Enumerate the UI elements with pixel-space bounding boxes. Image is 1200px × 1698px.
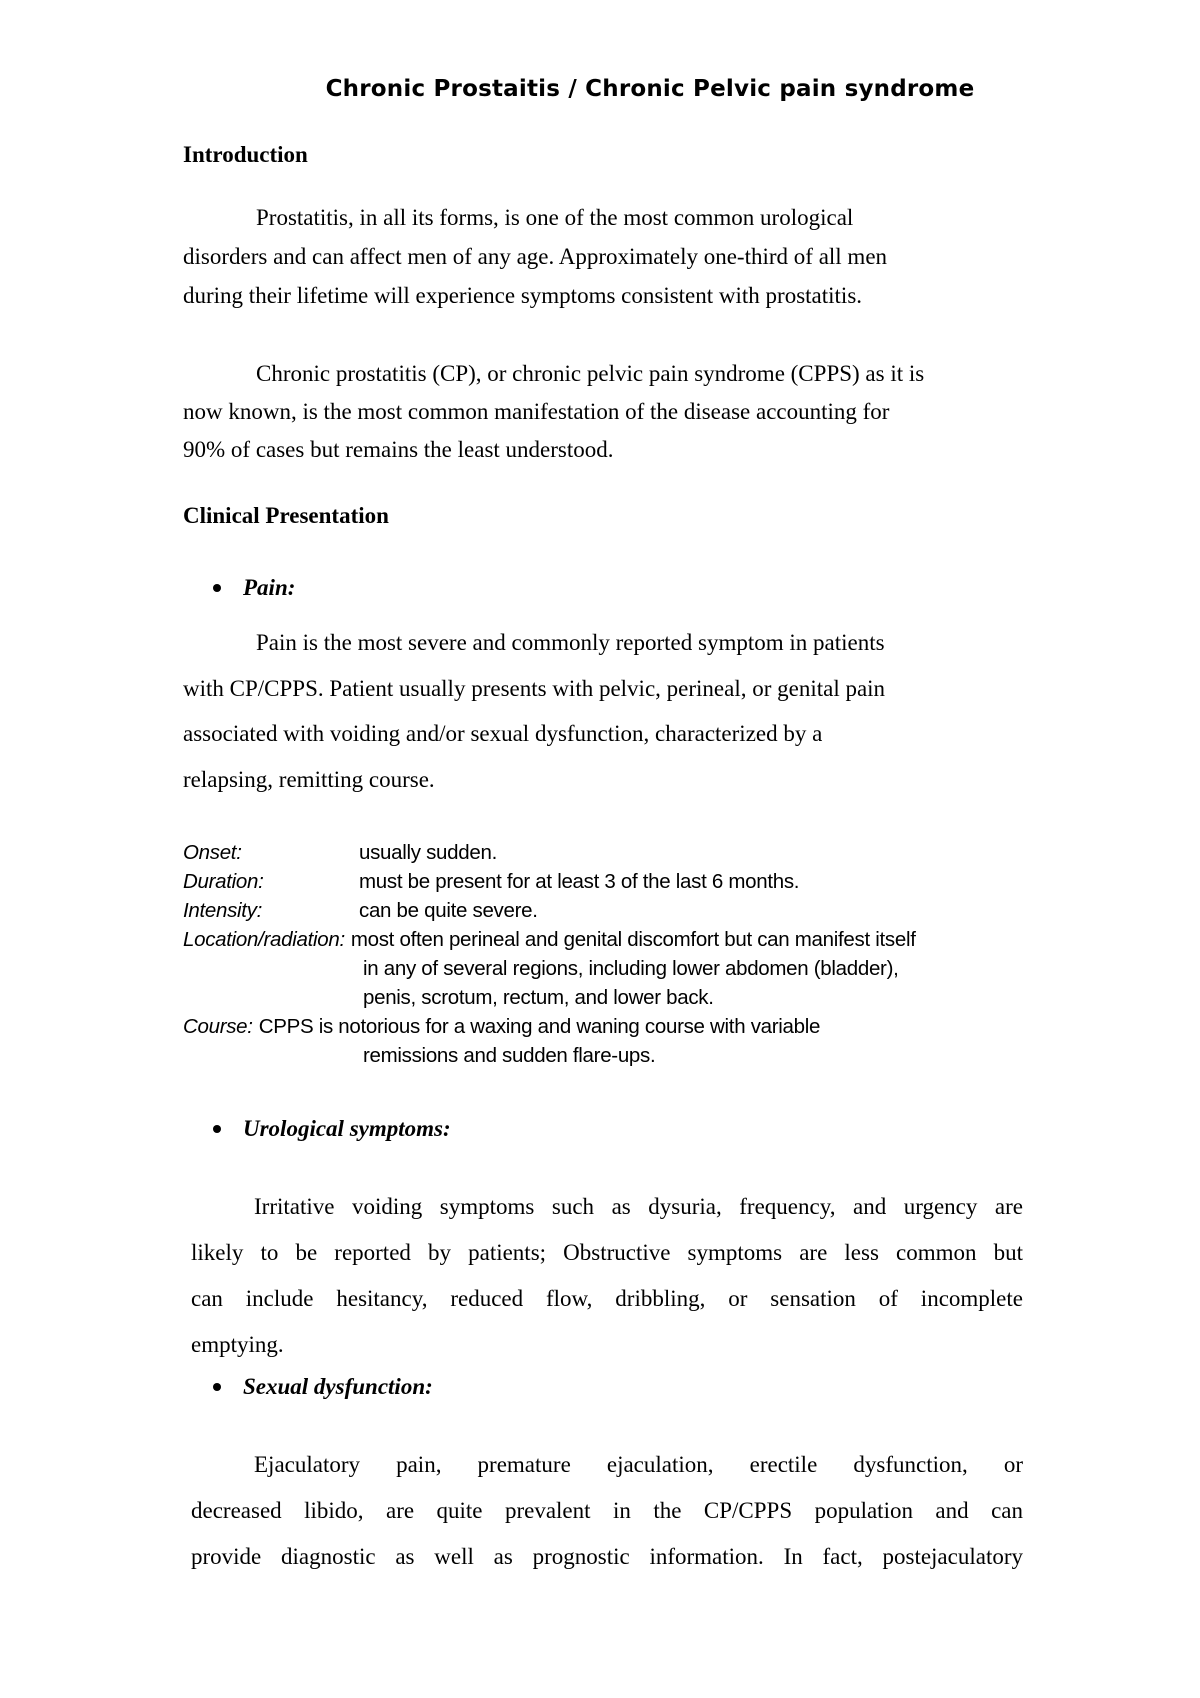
document-title: Chronic Prostaitis / Chronic Pelvic pain syndrome — [325, 76, 975, 102]
text-line: decreased libido, are quite prevalent in the CP/CPPS population and can — [191, 1498, 1023, 1523]
urological-paragraph — [191, 1184, 1023, 1368]
bullet-icon — [213, 1383, 221, 1391]
detail-value: CPPS is notorious for a waxing and waning course with variable — [258, 1015, 821, 1038]
clinical-presentation-heading: Clinical Presentation — [183, 503, 389, 528]
pain-bullet — [213, 575, 295, 601]
text-line: during their lifetime will experience symptoms consistent with prostatitis. — [183, 283, 863, 308]
pain-details — [183, 838, 1043, 1070]
bullet-icon — [213, 1125, 221, 1133]
detail-continuation: remissions and sudden flare-ups. — [363, 1044, 656, 1067]
detail-row-duration — [183, 867, 1043, 896]
text-line: can include hesitancy, reduced flow, dribbling, or sensation of incomplete — [191, 1286, 1023, 1311]
detail-row-course — [183, 1012, 1043, 1041]
text-line: provide diagnostic as well as prognostic information. In fact, postejaculatory — [191, 1544, 1023, 1569]
detail-label: Course: — [183, 1015, 253, 1038]
text-line: Prostatitis, in all its forms, is one of the most common urological — [256, 205, 854, 230]
text-line: disorders and can affect men of any age. Approximately one-third of all men — [183, 244, 888, 269]
text-line: with CP/CPPS. Patient usually presents with pelvic, perineal, or genital pain — [183, 675, 886, 701]
sexual-dysfunction-bullet — [213, 1374, 433, 1400]
detail-row-onset — [183, 838, 1043, 867]
introduction-heading: Introduction — [183, 142, 308, 167]
detail-value: most often perineal and genital discomfort but can manifest itself — [350, 928, 916, 951]
text-line: Irritative voiding symptoms such as dysuria, frequency, and urgency are — [254, 1194, 1023, 1219]
text-line: emptying. — [191, 1332, 284, 1357]
sexual-dysfunction-paragraph — [191, 1442, 1023, 1580]
text-line: associated with voiding and/or sexual dysfunction, characterized by a — [183, 721, 823, 746]
sexual-dysfunction-title: Sexual dysfunction: — [243, 1374, 433, 1399]
text-line: Ejaculatory pain, premature ejaculation, erectile dysfunction, or — [254, 1452, 1023, 1477]
urological-bullet — [213, 1116, 451, 1142]
detail-label: Intensity: — [183, 899, 263, 922]
text-line: likely to be reported by patients; Obstructive symptoms are less common but — [191, 1240, 1023, 1265]
text-line: 90% of cases but remains the least understood. — [183, 437, 614, 462]
detail-continuation: in any of several regions, including lower abdomen (bladder), — [363, 957, 899, 980]
detail-row-location — [183, 925, 1043, 954]
detail-label: Duration: — [183, 870, 264, 893]
detail-row-intensity — [183, 896, 1043, 925]
bullet-icon — [213, 584, 221, 592]
introduction-paragraph-2 — [183, 355, 1023, 469]
text-line: Chronic prostatitis (CP), or chronic pelvic pain syndrome (CPPS) as it is — [256, 361, 925, 386]
detail-continuation: penis, scrotum, rectum, and lower back. — [363, 986, 714, 1009]
detail-label: Location/radiation: — [183, 928, 345, 951]
detail-label: Onset: — [183, 841, 242, 864]
text-line: now known, is the most common manifestation of the disease accounting for — [183, 399, 890, 424]
text-line: Pain is the most severe and commonly reported symptom in patients — [256, 630, 885, 655]
pain-title: Pain: — [243, 575, 296, 600]
detail-value: usually sudden. — [359, 841, 497, 864]
introduction-paragraph-1 — [183, 198, 1023, 315]
text-line: relapsing, remitting course. — [183, 766, 435, 792]
urological-title: Urological symptoms: — [243, 1116, 451, 1141]
detail-value: can be quite severe. — [359, 899, 538, 922]
detail-value: must be present for at least 3 of the last 6 months. — [359, 870, 800, 893]
pain-paragraph — [183, 620, 1023, 802]
